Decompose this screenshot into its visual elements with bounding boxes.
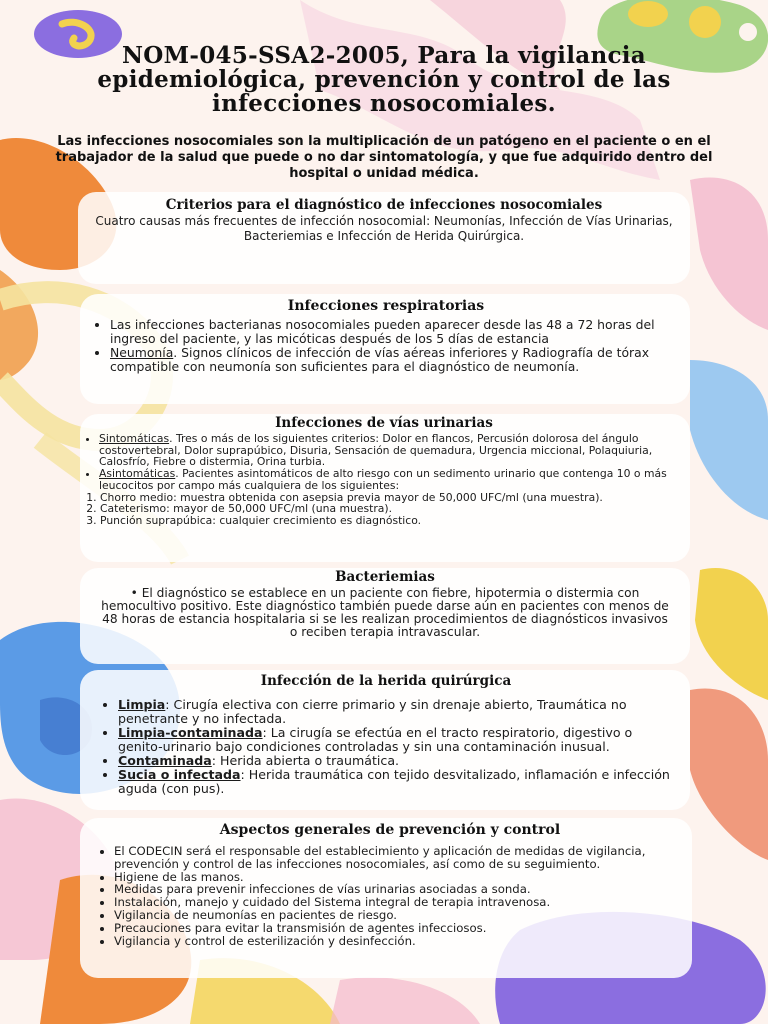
list-item: • Sintomáticas. Tres o más de los siguientes criterios: Dolor en flancos, Percusión dolorosa del ángulo costovertebral, Dolor suprapúbico, Disuria, Sensación de quemadura, Urgencia miccional, Polaquiuria, Calosfrío, Fiebre o distermia, Orina turbia.: [99, 433, 684, 468]
respiratorias-list: [92, 318, 680, 374]
criterios-text: Cuatro causas más frecuentes de infección nosocomial: Neumonías, Infección de Vías Urinarias, Bacteriemias e Infección de Herida Quirúrgica.: [95, 214, 673, 243]
list-item: • Limpia: Cirugía electiva con cierre primario y sin drenaje abierto, Traumática no penetrante y no infectada.: [118, 698, 674, 726]
list-item: • El CODECIN será el responsable del establecimiento y aplicación de medidas de vigilancia, prevención y control de las infecciones nosocomiales, así como de su seguimiento.: [114, 845, 682, 871]
urinarias-steps: [84, 492, 684, 527]
term-limpia-contaminada: Limpia-contaminada: [118, 725, 263, 740]
prevencion-heading: Aspectos generales de prevención y control: [219, 822, 561, 838]
list-item: • El diagnóstico se establece en un paciente con fiebre, hipotermia o distermia con hemocultivo positivo. Este diagnóstico también puede darse aún en pacientes con menos de 48 horas de estancia hospitalaria si se les realizan procedimientos de diagnósticos invasivos o reciben terapia intravascular.: [101, 586, 669, 639]
criterios-card: [78, 192, 690, 284]
list-item: • Contaminada: Herida abierta o traumática.: [118, 754, 674, 768]
prevencion-card: [80, 818, 692, 978]
term-neumonia: Neumonía: [110, 345, 174, 360]
criterios-heading: Criterios para el diagnóstico de infecciones nosocomiales: [165, 197, 603, 213]
urinarias-heading: Infecciones de vías urinarias: [275, 415, 493, 431]
respiratorias-card: [80, 294, 690, 404]
term-sintomaticas: Sintomáticas: [99, 432, 170, 445]
list-item: • Sucia o infectada: Herida traumática con tejido desvitalizado, inflamación e infección aguda (con pus).: [118, 768, 674, 796]
herida-heading: Infección de la herida quirúrgica: [260, 673, 512, 689]
term-contaminada: Contaminada: [118, 753, 212, 768]
list-item: 3. Punción suprapúbica: cualquier crecimiento es diagnóstico.: [100, 515, 684, 527]
bacteriemias-card: [80, 568, 690, 664]
list-item: • Vigilancia de neumonías en pacientes de riesgo.: [114, 909, 682, 922]
urinarias-list: [84, 433, 684, 492]
list-item: • Instalación, manejo y cuidado del Sistema integral de terapia intravenosa.: [114, 896, 682, 909]
urinarias-card: [80, 414, 690, 562]
bacteriemias-heading: Bacteriemias: [335, 569, 435, 585]
term-limpia: Limpia: [118, 697, 166, 712]
list-item: • Precauciones para evitar la transmisión de agentes infecciosos.: [114, 922, 682, 935]
term-asintomaticas: Asintomáticas: [99, 467, 176, 481]
intro-text: Las infecciones nosocomiales son la multiplicación de un patógeno en el paciente o en el trabajador de la salud que puede o no dar sintomatología, y que fue adquirido dentro del hospital o unidad médica.: [55, 134, 713, 181]
herida-card: [80, 670, 690, 810]
list-item: 1. Chorro medio: muestra obtenida con asepsia previa mayor de 50,000 UFC/ml (una muestra).: [100, 492, 684, 504]
respiratorias-heading: Infecciones respiratorias: [287, 298, 485, 314]
bacteriemias-list: [98, 587, 672, 639]
list-item: • Las infecciones bacterianas nosocomiales pueden aparecer desde las 48 a 72 horas del ingreso del paciente, y las micóticas después de los 5 días de estancia: [110, 318, 680, 346]
prevencion-list: [98, 845, 682, 947]
list-item: • Neumonía. Signos clínicos de infección de vías aéreas inferiores y Radiografía de tórax compatible con neumonía son suficientes para el diagnóstico de neumonía.: [110, 346, 680, 374]
list-item: • Higiene de las manos.: [114, 871, 682, 884]
list-item: • Medidas para prevenir infecciones de vías urinarias asociadas a sonda.: [114, 883, 682, 896]
term-sucia: Sucia o infectada: [118, 767, 241, 782]
list-item: 2. Cateterismo: mayor de 50,000 UFC/ml (una muestra).: [100, 503, 684, 515]
page-title: NOM-045-SSA2-2005, Para la vigilancia epidemiológica, prevención y control de las infecciones nosocomiales.: [97, 42, 671, 117]
herida-list: [98, 698, 674, 796]
list-item: • Limpia-contaminada: La cirugía se efectúa en el tracto respiratorio, digestivo o genito-urinario bajo condiciones controladas y sin una contaminación inusual.: [118, 726, 674, 754]
list-item: • Vigilancia y control de esterilización y desinfección.: [114, 935, 682, 948]
list-item: • Asintomáticas. Pacientes asintomáticos de alto riesgo con un sedimento urinario que contenga 10 o más leucocitos por campo más cualquiera de los siguientes:: [99, 468, 684, 491]
